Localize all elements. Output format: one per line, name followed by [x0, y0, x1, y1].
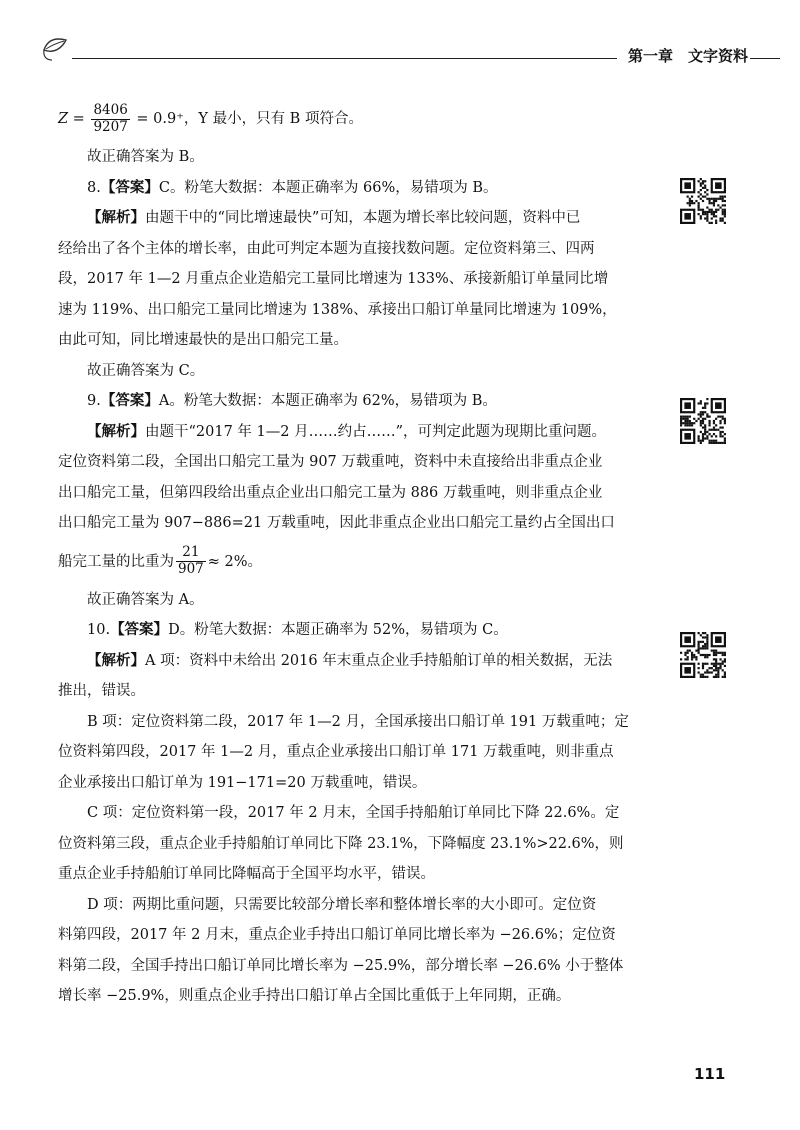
conclusion-line: 故正确答案为 C。: [87, 362, 205, 379]
paragraph-line: 企业承接出口船订单为 191−171=20 万载重吨，错误。: [58, 774, 427, 791]
paragraph-line: 由此可知，同比增速最快的是出口船完工量。: [58, 332, 348, 348]
analysis-8: 【解析】由题干中的“同比增速最快”可知，本题为增长率比较问题，资料中已: [87, 209, 581, 226]
paragraph-line: C 项：定位资料第一段，2017 年 2 月末，全国手持船舶订单同比下降 22.6%。定: [87, 805, 620, 821]
paragraph-line: 出口船完工量为 907−886=21 万载重吨，因此非重点企业出口船完工量约占全国出口: [58, 515, 615, 531]
conclusion-line: 故正确答案为 B。: [87, 149, 204, 165]
page-header: [40, 28, 780, 68]
formula-line: Z = $\frac{8406}{9207}$ = 0.9⁺，Y 最小，只有 B 项符合。: [58, 101, 363, 135]
answer-8: 8.【答案】C。粉笔大数据：本题正确率为 66%，易错项为 B。: [87, 178, 498, 196]
paragraph-line: 速为 119%、出口船完工量同比增速为 138%、承接出口船订单量同比增速为 109%，: [58, 301, 617, 318]
paragraph-line: 料第二段，全国手持出口船订单同比增长率为 −25.9%，部分增长率 −26.6% 小于整体: [58, 957, 624, 974]
answer-10: 10.【答案】D。粉笔大数据：本题正确率为 52%，易错项为 C。: [87, 621, 508, 638]
paragraph-line: 定位资料第二段，全国出口船完工量为 907 万载重吨，资料中未直接给出非重点企业: [58, 454, 603, 470]
analysis-10: 【解析】A 项：资料中未给出 2016 年末重点企业手持船舶订单的相关数据，无法: [87, 651, 613, 669]
paragraph-line: 位资料第四段，2017 年 1—2 月，重点企业承接出口船订单 171 万载重吨，则非重点: [58, 744, 614, 760]
paragraph-line: 推出，错误。: [58, 683, 145, 699]
analysis-9: 【解析】由题干“2017 年 1—2 月……约占……”，可判定此题为现期比重问题。: [87, 422, 607, 440]
header-rule: [72, 58, 617, 59]
paragraph-line: 位资料第三段，重点企业手持船舶订单同比下降 23.1%，下降幅度 23.1%>22.6%，则: [58, 835, 624, 852]
fraction: $\frac{8406}{9207}$: [93, 101, 128, 135]
qr-code-icon[interactable]: [680, 632, 726, 678]
paragraph-line: 料第四段，2017 年 2 月末，重点企业手持出口船订单同比增长率为 −26.6%；定位资: [58, 927, 616, 943]
fraction: $\frac{21}{907}$: [178, 544, 204, 577]
fraction-line: 船完工量的比重为 $\frac{21}{907}$ ≈ 2%。: [58, 544, 263, 577]
paragraph-line: 段，2017 年 1—2 月重点企业造船完工量同比增速为 133%、承接新船订单量同比增: [58, 271, 609, 287]
header-rule-end: [750, 58, 780, 59]
paragraph-line: 重点企业手持船舶订单同比降幅高于全国平均水平，错误。: [58, 866, 435, 882]
conclusion-line: 故正确答案为 A。: [87, 591, 204, 608]
answer-9: 9.【答案】A。粉笔大数据：本题正确率为 62%，易错项为 B。: [87, 392, 497, 409]
paragraph-line: 增长率 −25.9%，则重点企业手持出口船订单占全国比重低于上年同期，正确。: [58, 988, 571, 1004]
qr-code-icon[interactable]: [680, 178, 726, 224]
leaf-logo-icon: [40, 34, 70, 64]
paragraph-line: D 项：两期比重问题，只需要比较部分增长率和整体增长率的大小即可。定位资: [87, 896, 597, 913]
chapter-title: 第一章 文字资料: [628, 47, 749, 65]
page-number: 111: [694, 1065, 726, 1083]
qr-code-icon[interactable]: [680, 398, 726, 444]
page-body: [58, 96, 650, 1012]
paragraph-line: 经给出了各个主体的增长率，由此可判定本题为直接找数问题。定位资料第三、四两: [58, 240, 595, 257]
paragraph-line: 出口船完工量，但第四段给出重点企业出口船完工量为 886 万载重吨，则非重点企业: [58, 484, 603, 501]
paragraph-line: B 项：定位资料第二段，2017 年 1—2 月，全国承接出口船订单 191 万载重吨；定: [87, 713, 629, 730]
